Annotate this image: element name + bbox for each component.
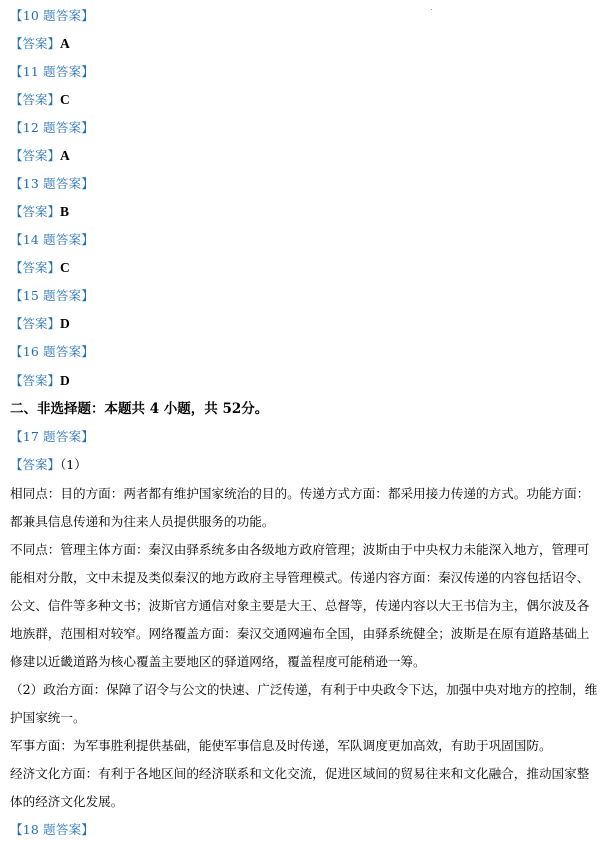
answer-text-line: 地族群，范围相对较窄。网络覆盖方面：秦汉交通网遍布全国，由驿系统健全；波斯是在原有道路基础上 (10, 626, 590, 641)
section-heading: 二、非选择题：本题共 4 小题，共 52分。 (10, 401, 269, 417)
answer-text-line: 相同点：目的方面：两者都有维护国家统治的目的。传递方式方面：都采用接力传递的方式。功能方面： (10, 486, 590, 501)
answer-value: A (60, 36, 70, 51)
answer-label: 【答案】 (10, 316, 61, 331)
answer-label: 【答案】 (10, 260, 61, 275)
answer-tag-18: 【18 题答案】 (10, 822, 94, 837)
answer-label: 【答案】 (10, 204, 61, 219)
answer-value: C (60, 92, 70, 107)
answer-row-10 (10, 36, 70, 52)
answer-text-line: 都兼具信息传递和为往来人员提供服务的功能。 (10, 514, 275, 529)
answer-row-17 (10, 457, 87, 473)
answer-row-14 (10, 260, 70, 276)
answer-part-1-label: （1） (60, 457, 87, 472)
answer-tag-15: 【15 题答案】 (10, 288, 94, 303)
answer-label: 【答案】 (10, 92, 61, 107)
answer-tag-14: 【14 题答案】 (10, 232, 94, 247)
answer-tag-12: 【12 题答案】 (10, 120, 94, 135)
answer-tag-17: 【17 题答案】 (10, 429, 94, 444)
answer-row-16 (10, 373, 70, 389)
answer-text-line: 修建以近畿道路为核心覆盖主要地区的驿道网络，覆盖程度可能稍逊一筹。 (10, 654, 426, 669)
answer-label: 【答案】 (10, 36, 61, 51)
answer-value: B (60, 204, 70, 219)
answer-text-line: 体的经济文化发展。 (10, 794, 124, 809)
answer-value: D (60, 316, 70, 331)
answer-tag-16: 【16 题答案】 (10, 344, 94, 359)
answer-tag-13: 【13 题答案】 (10, 176, 94, 191)
answer-row-15 (10, 316, 70, 332)
answer-text-line: 公文、信件等多种文书；波斯官方通信对象主要是大王、总督等，传递内容以大王书信为主，偶尔波及各 (10, 598, 590, 613)
answer-tag-10: 【10 题答案】 (10, 8, 94, 23)
answer-label: 【答案】 (10, 373, 61, 388)
stray-mark (431, 9, 432, 10)
answer-text-line: 护国家统一。 (10, 710, 86, 725)
answer-value: C (60, 260, 70, 275)
answer-text-line: 不同点：管理主体方面：秦汉由驿系统多由各级地方政府管理；波斯由于中央权力未能深入地方，管理可 (10, 542, 590, 557)
answer-value: A (60, 148, 70, 163)
answer-text-line: （2）政治方面：保障了诏令与公文的快速、广泛传递，有利于中央政令下达，加强中央对地方的控制，维 (10, 682, 598, 697)
answer-text-line: 经济文化方面：有利于各地区间的经济联系和文化交流，促进区域间的贸易往来和文化融合，推动国家整 (10, 766, 590, 781)
answer-row-11 (10, 92, 70, 108)
answer-row-12 (10, 148, 70, 164)
answer-text-line: 军事方面：为军事胜利提供基础，能使军事信息及时传递，军队调度更加高效，有助于巩固国防。 (10, 738, 552, 753)
answer-row-13 (10, 204, 69, 220)
answer-17-body (10, 480, 600, 816)
answer-value: D (60, 373, 70, 388)
answer-text-line: 能相对分散，文中未提及类似秦汉的地方政府主导管理模式。传递内容方面：秦汉传递的内容包括诏令、 (10, 570, 590, 585)
answer-label: 【答案】 (10, 457, 61, 472)
answer-tag-11: 【11 题答案】 (10, 64, 94, 79)
answer-label: 【答案】 (10, 148, 61, 163)
